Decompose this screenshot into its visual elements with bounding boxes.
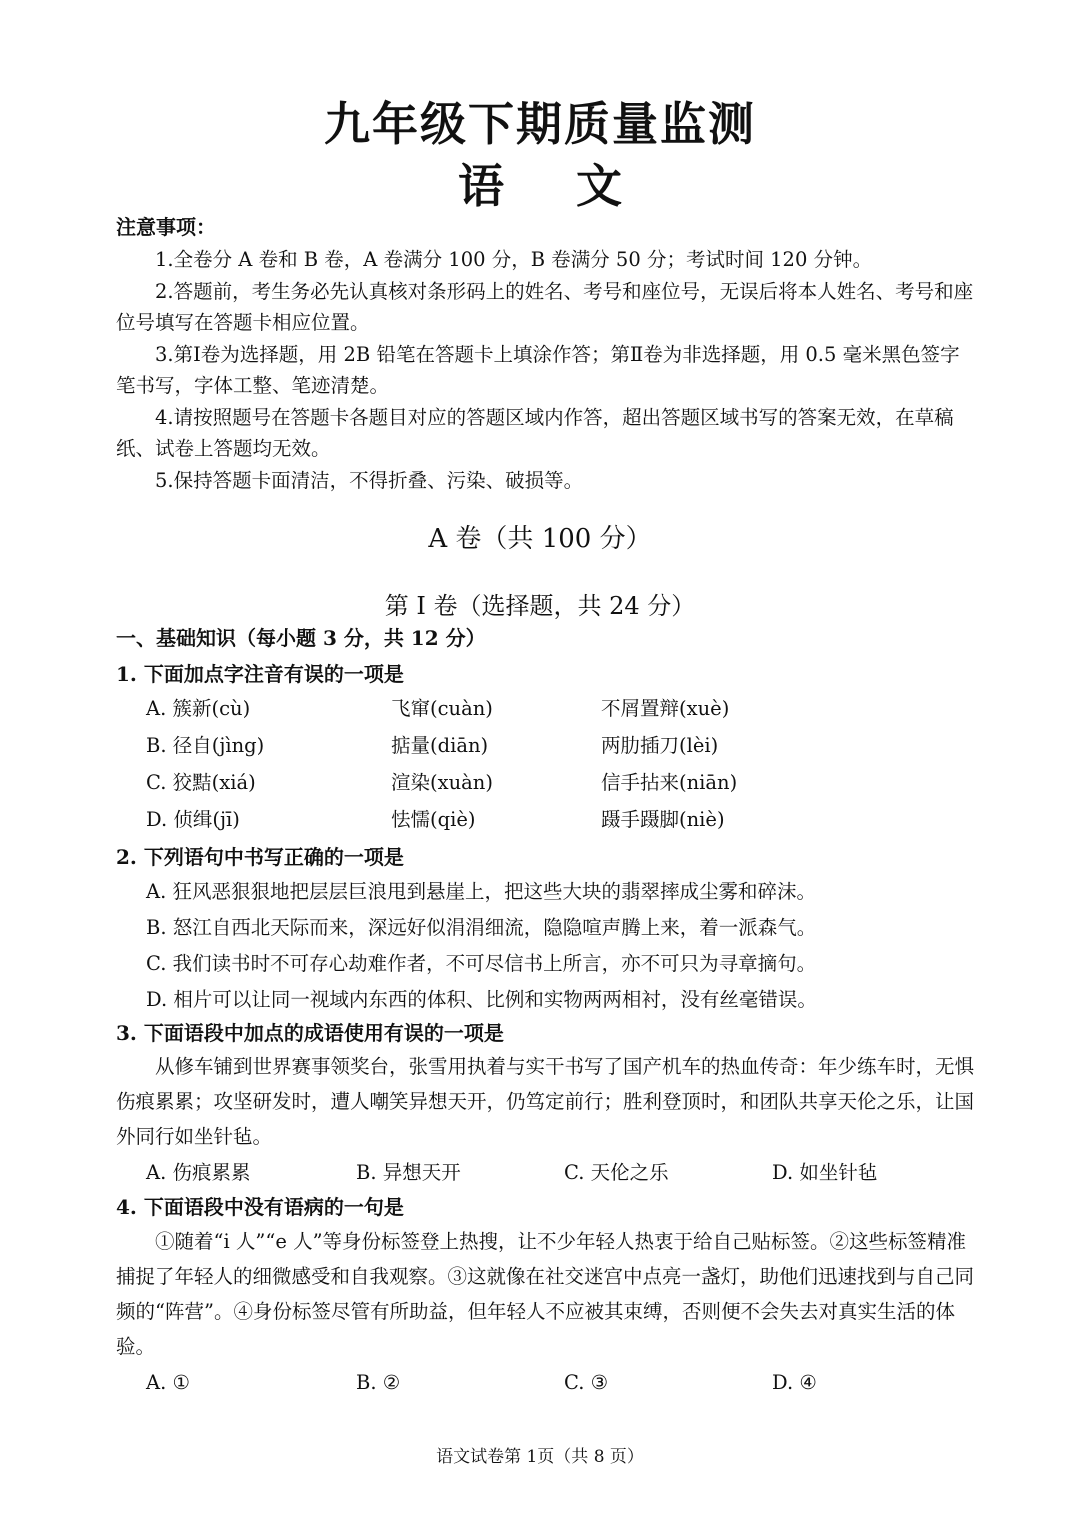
- q1-option-b1: B. 径自(jìng): [146, 734, 265, 757]
- q1-option-b3: 两肋插刀(lèi): [601, 734, 719, 757]
- q3-passage: 从修车铺到世界赛事领奖台，张雪用执着与实干书写了国产机车的热血传奇：年少练车时，无惧伤痕累累；攻坚研发时，遭人嘲笑异想天开，仍笃定前行；胜利登顶时，和团队共享天伦之乐，让国外同行如坐针毡。: [116, 1055, 975, 1148]
- q4-stem: 4. 下面语段中没有语病的一句是: [116, 1195, 404, 1219]
- q4-option-c: C. ③: [564, 1370, 609, 1394]
- q3-option-a: A. 伤痕累累: [146, 1161, 251, 1184]
- notes-heading: 注意事项：: [116, 215, 216, 239]
- exam-title: 九年级下期质量监测: [324, 97, 756, 151]
- q3-stem: 3. 下面语段中加点的成语使用有误的一项是: [116, 1020, 504, 1045]
- q3-option-b: B. 异想天开: [356, 1161, 461, 1184]
- note-item: 1.全卷分 A 卷和 B 卷，A 卷满分 100 分，B 卷满分 50 分；考试时间 120 分钟。: [155, 248, 873, 271]
- q1-option-d1: D. 侦缉(jī): [146, 808, 240, 831]
- part1: [116, 623, 976, 1402]
- q2-stem: 2. 下列语句中书写正确的一项是: [116, 845, 404, 869]
- q3-options: [116, 1154, 976, 1192]
- note-item: 3.第Ⅰ卷为选择题，用 2B 铅笔在答题卡上填涂作答；第Ⅱ卷为非选择题，用 0.5 毫米黑色签字笔书写，字体工整、笔迹清楚。: [116, 342, 960, 397]
- q1-option-b2: 掂量(diān): [391, 734, 489, 757]
- q2-option-c: C. 我们读书时不可存心劫难作者，不可尽信书上所言，亦不可只为寻章摘句。: [146, 951, 817, 975]
- q4-option-d: D. ④: [772, 1370, 817, 1394]
- page-footer: 语文试卷第 1页（共 8 页）: [436, 1447, 644, 1467]
- q2-option-b: B. 怒江自西北天际而来，深远好似涓涓细流，隐隐喧声腾上来，着一派森气。: [146, 915, 817, 939]
- q1-option-a3: 不屑置辩(xuè): [601, 697, 730, 720]
- note-item: 2.答题前，考生务必先认真核对条形码上的姓名、考号和座位号，无误后将本人姓名、考号和座位号填写在答题卡相应位置。: [116, 279, 974, 334]
- q4-option-b: B. ②: [356, 1370, 401, 1394]
- q1-option-c1: C. 狡黠(xiá): [146, 771, 256, 794]
- q3-option-d: D. 如坐针毡: [772, 1161, 878, 1184]
- note-item: 4.请按照题号在答题卡各题目对应的答题区域内作答，超出答题区域书写的答案无效，在草稿纸、试卷上答题均无效。: [116, 405, 954, 460]
- q1-stem: 1. 下面加点字注音有误的一项是: [116, 661, 404, 686]
- q3-option-c: C. 天伦之乐: [564, 1161, 669, 1184]
- q1-option-d2: 怯懦(qiè): [391, 808, 476, 831]
- notes-list: [116, 244, 976, 496]
- q1-option-c2: 渲染(xuàn): [391, 771, 493, 794]
- subject-title: 语 文: [457, 159, 650, 213]
- section-i-heading: 第 Ⅰ 卷（选择题，共 24 分）: [384, 592, 696, 620]
- note-item: 5.保持答题卡面清洁，不得折叠、污染、破损等。: [155, 468, 584, 492]
- q4-options: [116, 1364, 976, 1402]
- q1-options: [116, 690, 976, 838]
- section-a-heading: A 卷（共 100 分）: [428, 524, 652, 554]
- q1-option-a1: A. 簇新(cù): [146, 697, 251, 720]
- q1-option-c3: 信手拈来(niān): [601, 771, 738, 794]
- q2-option-a: A. 狂风恶狠狠地把层层巨浪甩到悬崖上，把这些大块的翡翠摔成尘雾和碎沫。: [146, 879, 816, 903]
- part1-heading: 一、基础知识（每小题 3 分，共 12 分）: [116, 626, 486, 650]
- q4-passage: ①随着“i 人”“e 人”等身份标签登上热搜，让不少年轻人热衷于给自己贴标签。②这些标签精准捕捉了年轻人的细微感受和自我观察。③这就像在社交迷宫中点亮一盏灯，助他们迅速找到与自己同频的“阵营”。④身份标签尽管有所助益，但年轻人不应被其束缚，否则便不会失去对真实生活的体验。: [116, 1229, 975, 1358]
- q1-option-d3: 蹑手蹑脚(niè): [601, 808, 725, 831]
- q1-option-a2: 飞窜(cuàn): [391, 697, 493, 720]
- q4-option-a: A. ①: [146, 1370, 190, 1394]
- q2-option-d: D. 相片可以让同一视域内东西的体积、比例和实物两两相衬，没有丝毫错误。: [146, 987, 817, 1011]
